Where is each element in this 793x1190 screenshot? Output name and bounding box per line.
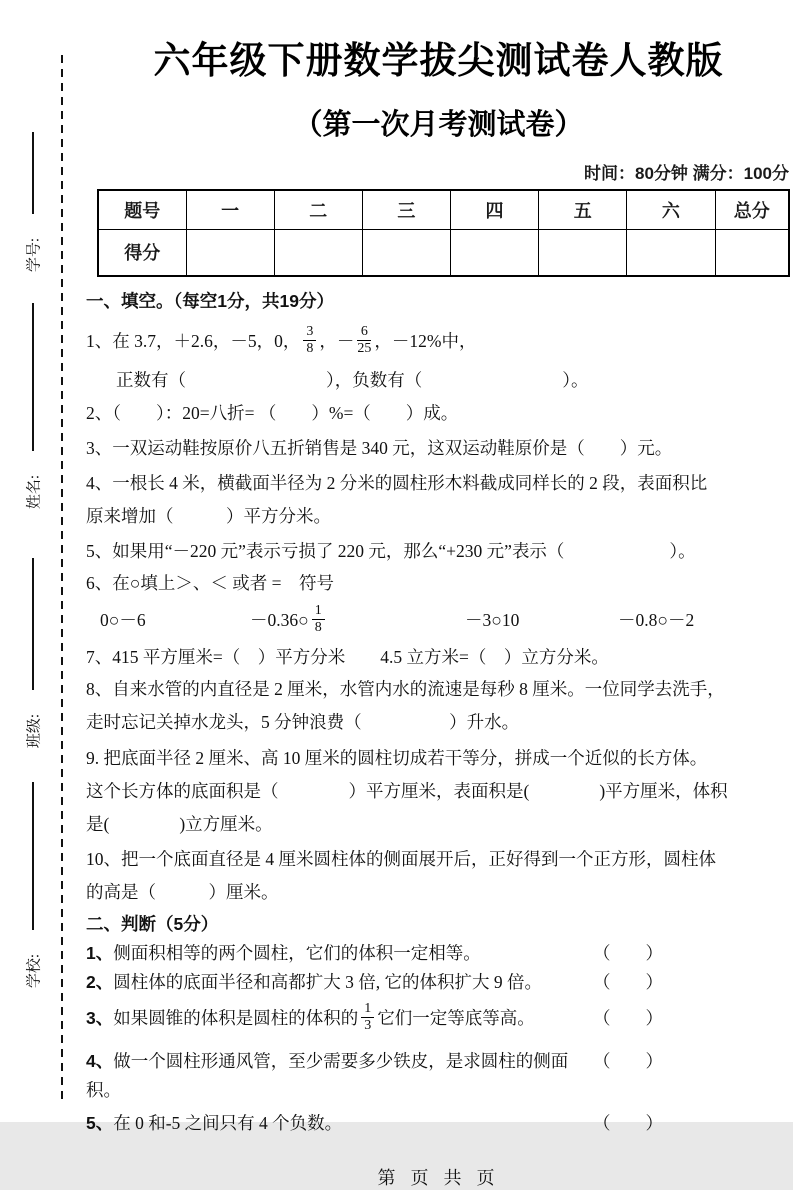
s1-q5: 5、如果用“－220 元”表示亏损了 220 元，那么“+230 元”表示（ ）。 (86, 541, 696, 561)
s1-q9-line2: 这个长方体的底面积是（ ）平方厘米，表面积是( )平方厘米，体积 (86, 781, 728, 801)
score-input-cell (627, 229, 715, 276)
s1-q6-item-a: 0○－6 (100, 610, 146, 630)
s1-q1-line2: 正数有（ ），负数有（ ）。 (116, 370, 589, 390)
s2-q1-answer-blank: （ ） (593, 943, 663, 963)
score-table-cell: 六 (627, 190, 715, 229)
score-table-cell: 三 (362, 190, 450, 229)
s1-q1-line1: 1、在 3.7，＋2.6，－5，0， $\frac{3}{8}$ ，－ $\frac{6}{25}$ ，－12%中， (86, 324, 477, 357)
score-input-cell (715, 229, 789, 276)
s2-q2-answer-blank: （ ） (593, 972, 663, 992)
questions-body (86, 285, 791, 1190)
s1-q3: 3、一双运动鞋按原价八五折销售是 340 元，这双运动鞋原价是（ ）元。 (86, 438, 673, 458)
student-name-blank-line (32, 303, 34, 451)
s2-q2-text: 2、圆柱体的底面半径和高都扩大 3 倍, 它的体积扩大 9 倍。 (86, 972, 542, 992)
s2-q5-text: 5、在 0 和-5 之间只有 4 个负数。 (86, 1113, 343, 1133)
page-subtitle: （第一次月考测试卷） (293, 109, 584, 141)
score-table-cell: 二 (274, 190, 362, 229)
score-input-cell (362, 229, 450, 276)
score-table-cell: 五 (539, 190, 627, 229)
fraction-1-8: $\frac{1}{8}$ (312, 603, 325, 636)
s1-q7: 7、415 平方厘米=（ ）平方分米 4.5 立方米=（ ）立方分米。 (86, 647, 609, 667)
section2-heading: 二、判断（5分） (86, 914, 219, 934)
time-score-info: 时间：80分钟 满分：100分 (584, 164, 789, 183)
s2-q4-answer-blank: （ ） (593, 1051, 663, 1071)
score-table (97, 189, 790, 277)
s2-q5 (86, 1109, 791, 1138)
s2-q4 (86, 1047, 791, 1105)
school-field (19, 782, 47, 1000)
score-table-cell: 一 (186, 190, 274, 229)
s1-q6-item-c: －3○10 (465, 610, 520, 630)
student-name-field (19, 303, 47, 521)
class-field (19, 558, 47, 760)
score-input-cell (274, 229, 362, 276)
s2-q3 (86, 997, 791, 1039)
s1-q8-line1: 8、自来水管的内直径是 2 厘米，水管内水的流速是每秒 8 厘米。一位同学去洗手， (86, 679, 725, 699)
class-blank-line (32, 558, 34, 690)
s2-q2 (86, 968, 791, 997)
s1-q9-line3: 是( )立方厘米。 (86, 814, 273, 834)
score-input-cell (450, 229, 538, 276)
score-table-header-row (98, 190, 789, 229)
s2-q1-text: 1、侧面积相等的两个圆柱，它们的体积一定相等。 (86, 943, 481, 963)
s1-q6-item-b: －0.36○ $\frac{1}{8}$ (250, 598, 465, 642)
score-table-cell: 题号 (98, 190, 186, 229)
fraction-3-8: $\frac{3}{8}$ (303, 324, 316, 357)
school-blank-line (32, 782, 34, 930)
score-table-cell: 四 (450, 190, 538, 229)
score-row-label: 得分 (98, 229, 186, 276)
student-id-label: 学号: (26, 237, 43, 273)
page-footer: 第 页 共 页 (377, 1168, 500, 1188)
s1-q8-line2: 走时忘记关掉水龙头，5 分钟浪费（ ）升水。 (86, 712, 520, 732)
s2-q3-text: 3、如果圆锥的体积是圆柱的体积的 $\frac{1}{3}$ 它们一定等底等高。 (86, 1001, 535, 1034)
student-name-label: 姓名: (26, 474, 43, 510)
s2-q4-text: 4、做一个圆柱形通风管，至少需要多少铁皮，是求圆柱的侧面积。 (86, 1051, 569, 1100)
school-label: 学校: (26, 953, 43, 989)
score-input-cell (186, 229, 274, 276)
s1-q6-item-d: －0.8○－2 (618, 610, 695, 630)
exam-content (86, 0, 791, 1190)
s2-q3-answer-blank: （ ） (593, 1008, 663, 1028)
score-table-score-row (98, 229, 789, 276)
fraction-1-3: $\frac{1}{3}$ (361, 1001, 374, 1034)
student-id-field (19, 132, 47, 284)
page-title: 六年级下册数学拔尖测试卷人教版 (153, 40, 724, 81)
s1-q4-line1: 4、一根长 4 米，横截面半径为 2 分米的圆柱形木料截成同样长的 2 段，表面积比 (86, 473, 708, 493)
s1-q9-line1: 9. 把底面半径 2 厘米、高 10 厘米的圆柱切成若干等分，拼成一个近似的长方体。 (86, 748, 708, 768)
s1-q4-line2: 原来增加（ ）平方分米。 (86, 506, 331, 526)
section1-heading: 一、填空。（每空1分，共19分） (86, 291, 334, 311)
s1-q2: 2、（ ）：20=八折= （ ）%=（ ）成。 (86, 403, 459, 423)
fraction-6-25: $\frac{6}{25}$ (357, 324, 372, 357)
student-id-blank-line (32, 132, 34, 214)
class-label: 班级: (26, 713, 43, 749)
score-table-cell: 总分 (715, 190, 789, 229)
s1-q10-line1: 10、把一个底面直径是 4 厘米圆柱体的侧面展开后，正好得到一个正方形，圆柱体 (86, 849, 716, 869)
score-input-cell (539, 229, 627, 276)
fold-dashed-line (61, 55, 63, 1105)
s2-q5-answer-blank: （ ） (593, 1113, 663, 1133)
s1-q6-line1: 6、在○填上＞、＜ 或者 = 符号 (86, 573, 334, 593)
s2-q1 (86, 939, 791, 968)
s1-q10-line2: 的高是（ ）厘米。 (86, 882, 279, 902)
s1-q6-comparisons (86, 598, 791, 642)
